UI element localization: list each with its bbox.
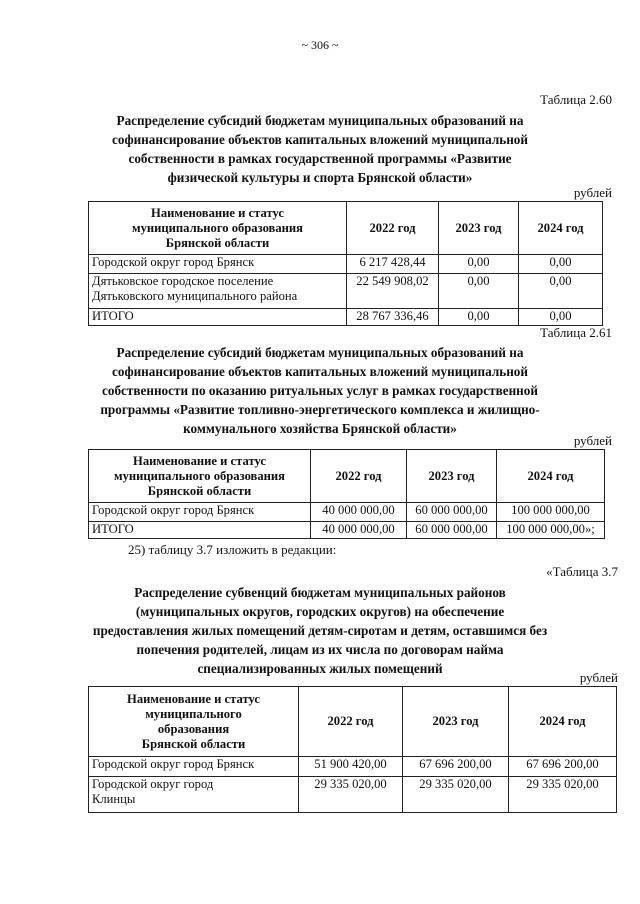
cell-2024: 67 696 200,00: [509, 757, 617, 777]
column-header-2023: 2023 год: [403, 687, 509, 757]
column-header-2024: 2024 год: [519, 202, 603, 255]
cell-2023: 0,00: [439, 255, 519, 274]
cell-2024: 100 000 000,00»;: [497, 522, 605, 539]
table-row: [89, 757, 617, 777]
table-header-row: [89, 687, 617, 757]
table-2-61: [88, 449, 605, 539]
table-row-total: [89, 309, 603, 326]
table-3-7: [88, 686, 617, 813]
column-header-name: Наименование и статус муниципального образования Брянской области: [89, 202, 347, 255]
cell-2022: 22 549 908,02: [347, 274, 439, 309]
title-line: Распределение субвенций бюджетам муниципальных районов: [134, 585, 506, 600]
column-header-2023: 2023 год: [439, 202, 519, 255]
unit-label: рублей: [579, 670, 618, 685]
cell-2024: 0,00: [519, 255, 603, 274]
table-header-row: [89, 450, 605, 503]
cell-2022: 40 000 000,00: [311, 503, 407, 522]
table-2-61-title: [0, 343, 640, 438]
unit-label: рублей: [573, 185, 612, 200]
column-header-2023: 2023 год: [407, 450, 497, 503]
amendment-paragraph: 25) таблицу 3.7 изложить в редакции:: [128, 542, 337, 557]
column-header-2024: 2024 год: [497, 450, 605, 503]
cell-2022: 51 900 420,00: [299, 757, 403, 777]
column-header-2022: 2022 год: [311, 450, 407, 503]
cell-2022: 6 217 428,44: [347, 255, 439, 274]
title-line: Распределение субсидий бюджетам муниципальных образований на: [116, 113, 524, 128]
column-header-name: Наименование и статус муниципального образования Брянской области: [89, 450, 311, 503]
table-3-7-label: «Таблица 3.7: [546, 564, 618, 579]
cell-2022: 29 335 020,00: [299, 777, 403, 813]
table-row: [89, 503, 605, 522]
title-line: предоставления жилых помещений детям-сиротам и детям, оставшимся без: [92, 623, 548, 638]
column-header-name: Наименование и статус муниципального образования Брянской области: [89, 687, 299, 757]
title-line: собственности в рамках государственной программы «Развитие: [128, 151, 512, 166]
title-line: (муниципальных округов, городских округов) на обеспечение: [135, 604, 505, 619]
table-2-60-label: Таблица 2.60: [540, 92, 612, 107]
cell-2024: 100 000 000,00: [497, 503, 605, 522]
cell-2024: 29 335 020,00: [509, 777, 617, 813]
unit-label: рублей: [573, 433, 612, 448]
row-name: Городской округ город Брянск: [89, 255, 347, 274]
row-name: Городской округ город Брянск: [89, 503, 311, 522]
title-line: физической культуры и спорта Брянской области»: [167, 170, 473, 185]
table-row: [89, 274, 603, 309]
title-line: коммунального хозяйства Брянской области»: [183, 421, 457, 436]
table-2-61-label: Таблица 2.61: [540, 325, 612, 340]
title-line: софинансирование объектов капитальных вложений муниципальной: [112, 132, 528, 147]
title-line: Распределение субсидий бюджетам муниципальных образований на: [116, 345, 524, 360]
row-name: ИТОГО: [89, 309, 347, 326]
table-2-60: [88, 201, 603, 326]
table-header-row: [89, 202, 603, 255]
row-name: ИТОГО: [89, 522, 311, 539]
cell-2023: 29 335 020,00: [403, 777, 509, 813]
cell-2023: 0,00: [439, 309, 519, 326]
title-line: попечения родителей, лицам из их числа по договорам найма: [136, 642, 504, 657]
cell-2022: 40 000 000,00: [311, 522, 407, 539]
table-2-60-title: [0, 111, 640, 187]
title-line: собственности по оказанию ритуальных услуг в рамках государственной: [102, 383, 538, 398]
row-name: Городской округ город Брянск: [89, 757, 299, 777]
cell-2024: 0,00: [519, 274, 603, 309]
row-name: Городской округ город Клинцы: [89, 777, 299, 813]
table-row-total: [89, 522, 605, 539]
column-header-2024: 2024 год: [509, 687, 617, 757]
table-row: [89, 777, 617, 813]
cell-2023: 0,00: [439, 274, 519, 309]
title-line: софинансирование объектов капитальных вложений муниципальной: [112, 364, 528, 379]
cell-2023: 67 696 200,00: [403, 757, 509, 777]
row-name: Дятьковское городское поселение Дятьковского муниципального района: [89, 274, 347, 309]
cell-2023: 60 000 000,00: [407, 522, 497, 539]
table-3-7-title: [0, 583, 640, 678]
cell-2023: 60 000 000,00: [407, 503, 497, 522]
title-line: специализированных жилых помещений: [197, 661, 443, 676]
table-row: [89, 255, 603, 274]
column-header-2022: 2022 год: [347, 202, 439, 255]
page-number: ~ 306 ~: [301, 38, 339, 52]
cell-2024: 0,00: [519, 309, 603, 326]
cell-2022: 28 767 336,46: [347, 309, 439, 326]
title-line: программы «Развитие топливно-энергетического комплекса и жилищно-: [100, 402, 540, 417]
column-header-2022: 2022 год: [299, 687, 403, 757]
